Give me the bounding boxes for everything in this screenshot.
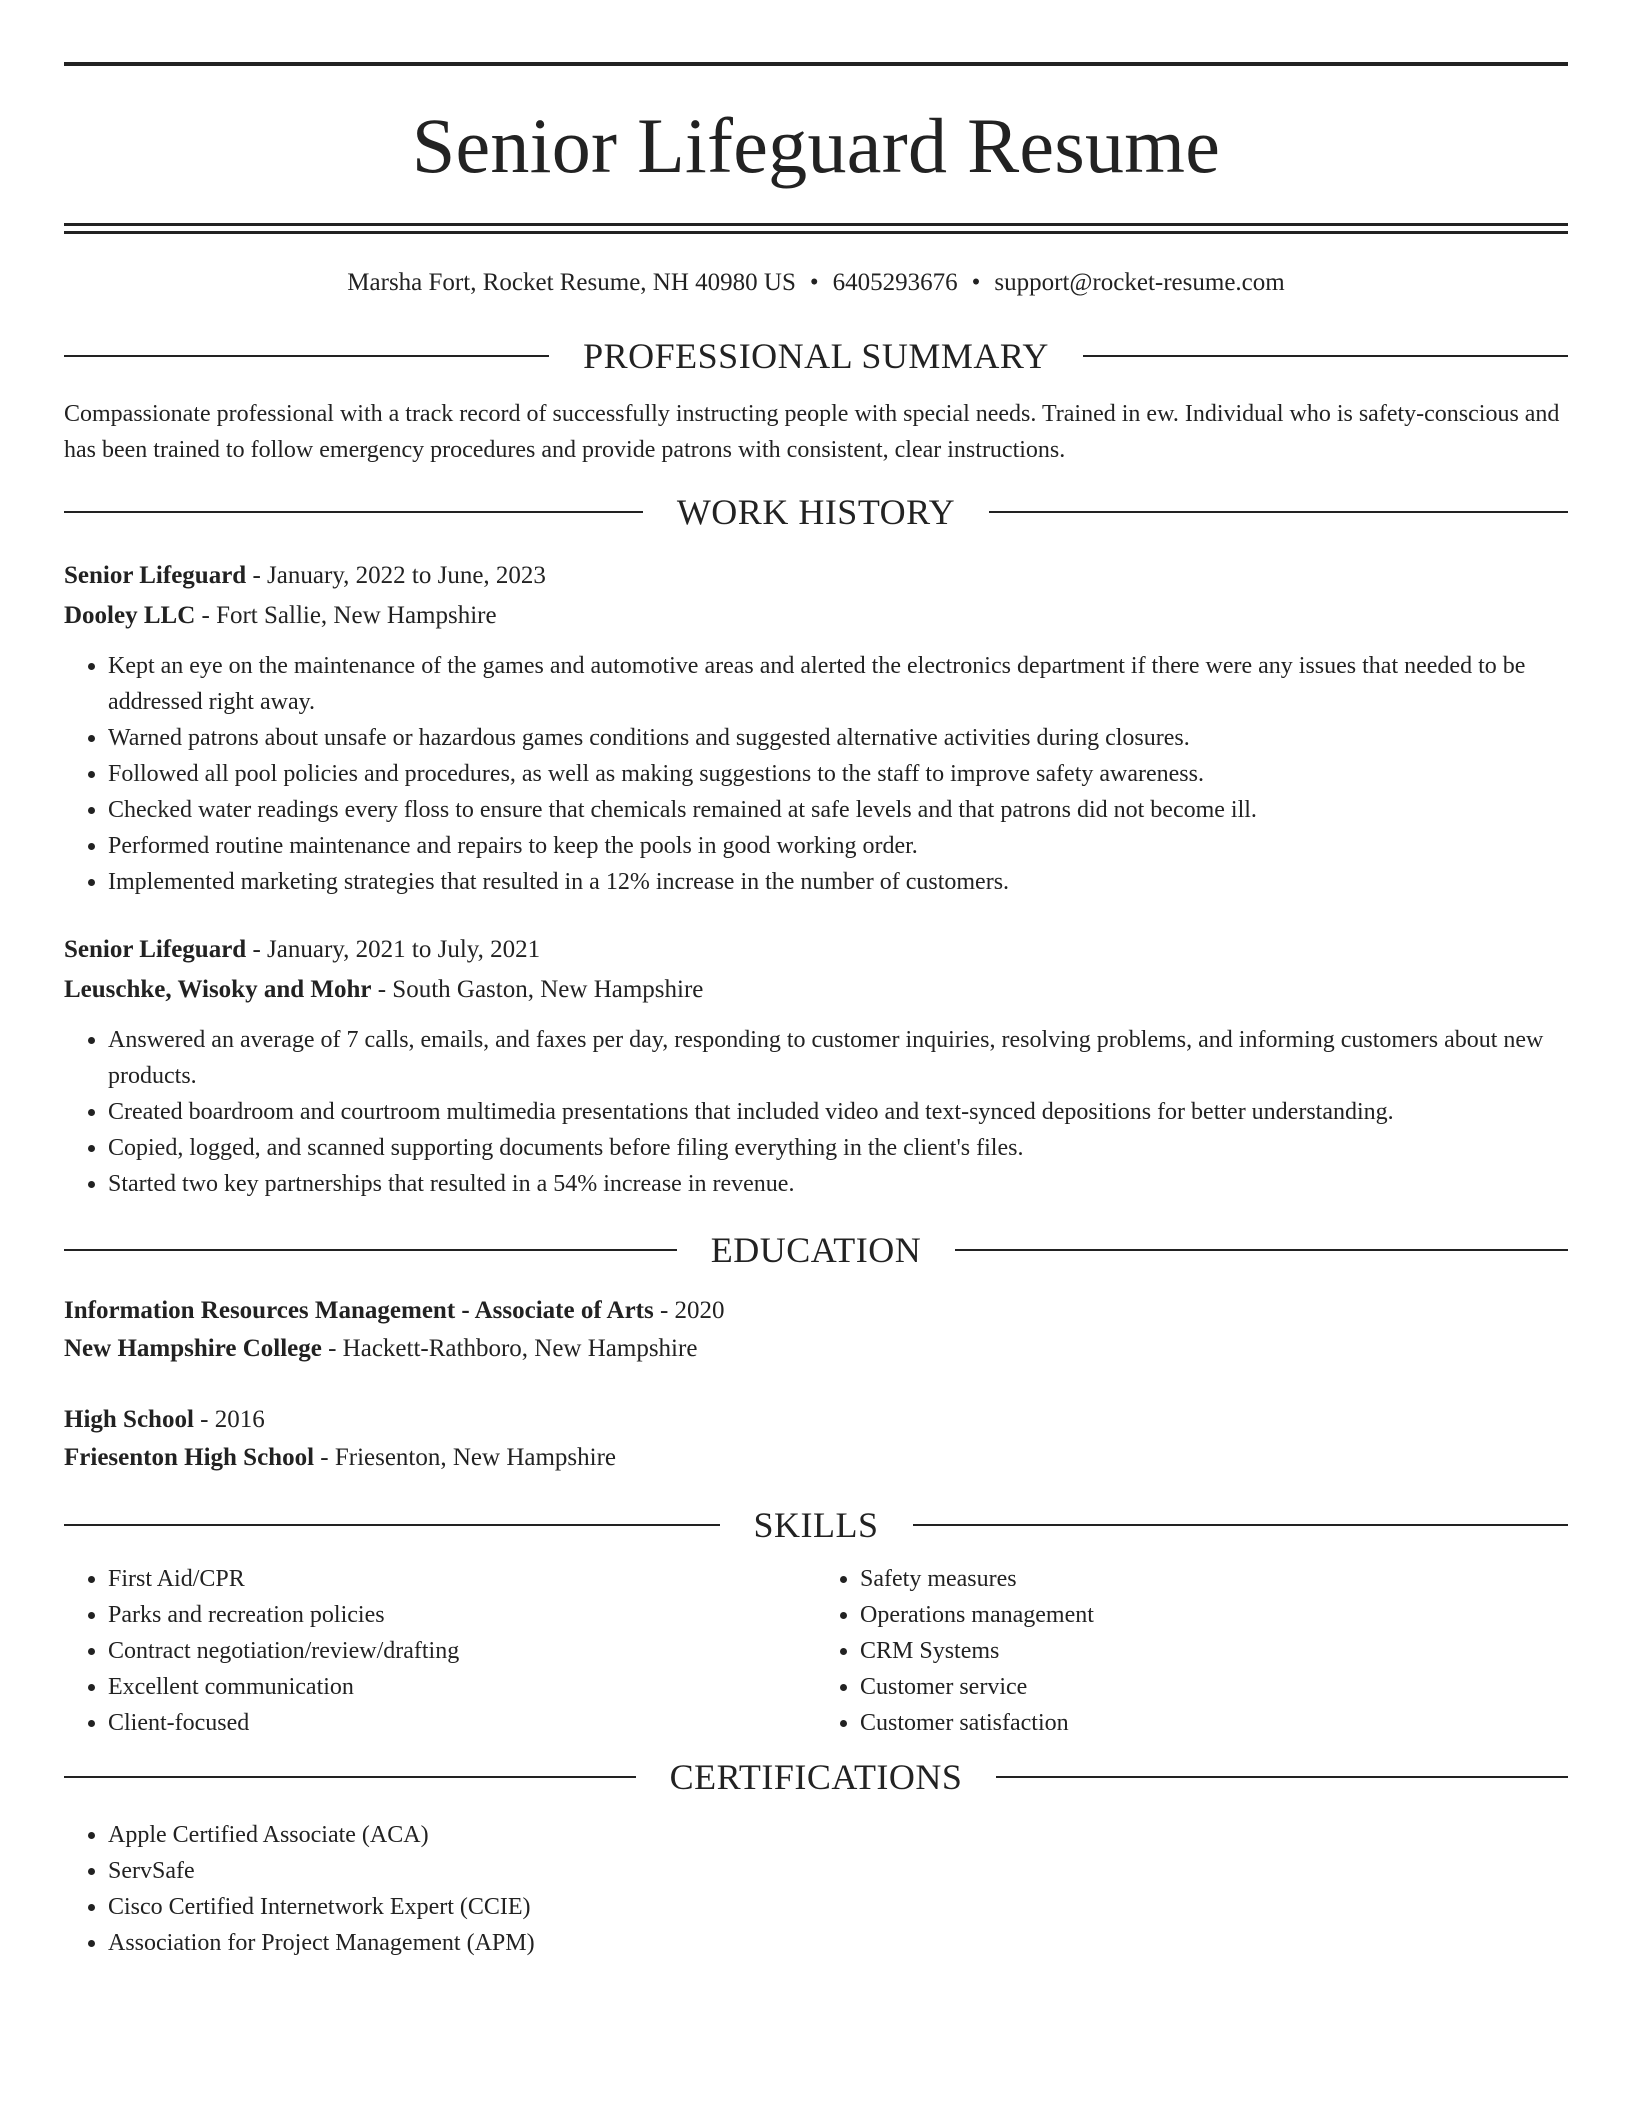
skill-item: • Contract negotiation/review/drafting bbox=[108, 1633, 816, 1669]
heading-rule bbox=[64, 1524, 720, 1526]
heading-rule bbox=[955, 1249, 1568, 1251]
summary-heading-label: PROFESSIONAL SUMMARY bbox=[583, 336, 1049, 376]
certifications-list bbox=[64, 1817, 1568, 1961]
contact-line bbox=[64, 266, 1568, 300]
skill-item: • Customer satisfaction bbox=[860, 1705, 1568, 1741]
summary-text: Compassionate professional with a track record of successfully instructing people with special needs. Trained in ew. Individual who is safety-conscious and has been trained to follow emergency procedures and provide patrons with consistent, clear instructions. bbox=[64, 401, 1560, 463]
education-degree: Information Resources Management - Associate of Arts bbox=[64, 1297, 654, 1324]
job-title-line bbox=[64, 930, 1568, 970]
education-degree-line bbox=[64, 1292, 1568, 1330]
job-bullet: • Kept an eye on the maintenance of the games and automotive areas and alerted the electronics department if there were any issues that needed to be addressed right away. bbox=[108, 648, 1568, 720]
job-bullet: • Checked water readings every floss to ensure that chemicals remained at safe levels and that patrons did not become ill. bbox=[108, 792, 1568, 828]
skills-column-right bbox=[816, 1561, 1568, 1741]
skill-item: • Excellent communication bbox=[108, 1669, 816, 1705]
heading-rule bbox=[913, 1524, 1569, 1526]
job-bullet: • Started two key partnerships that resulted in a 54% increase in revenue. bbox=[108, 1166, 1568, 1202]
certification-item: • ServSafe bbox=[108, 1853, 1568, 1889]
education-school: Friesenton High School bbox=[64, 1444, 315, 1471]
education-year: - 2020 bbox=[653, 1297, 725, 1324]
skill-item: • Client-focused bbox=[108, 1705, 816, 1741]
skills-section-heading bbox=[64, 1503, 1568, 1547]
heading-rule bbox=[64, 355, 549, 357]
skill-item: • Parks and recreation policies bbox=[108, 1597, 816, 1633]
resume-title: Senior Lifeguard Resume bbox=[411, 102, 1221, 189]
heading-rule bbox=[64, 1776, 636, 1778]
contact-separator: • bbox=[809, 269, 819, 296]
education-section-heading bbox=[64, 1228, 1568, 1272]
heading-rule bbox=[64, 511, 643, 513]
skill-item: • Safety measures bbox=[860, 1561, 1568, 1597]
skill-item: • CRM Systems bbox=[860, 1633, 1568, 1669]
title-double-rule bbox=[64, 223, 1568, 234]
heading-rule bbox=[996, 1776, 1568, 1778]
skills-column-left bbox=[64, 1561, 816, 1741]
job-company: Dooley LLC bbox=[64, 602, 196, 629]
certification-item: • Association for Project Management (APM) bbox=[108, 1925, 1568, 1961]
skills-heading-label: SKILLS bbox=[753, 1505, 879, 1545]
contact-separator: • bbox=[971, 269, 981, 296]
job-bullets bbox=[64, 648, 1568, 900]
certifications-section-heading bbox=[64, 1755, 1568, 1799]
heading-rule bbox=[1083, 355, 1568, 357]
heading-rule bbox=[64, 1249, 677, 1251]
education-school-line bbox=[64, 1330, 1568, 1368]
education-entry bbox=[64, 1292, 1568, 1368]
certification-item: • Cisco Certified Internetwork Expert (CCIE) bbox=[108, 1889, 1568, 1925]
job-dates: - January, 2022 to June, 2023 bbox=[246, 562, 546, 589]
contact-phone: 6405293676 bbox=[832, 269, 958, 296]
job-bullet: • Warned patrons about unsafe or hazardous games conditions and suggested alternative activities during closures. bbox=[108, 720, 1568, 756]
education-heading-label: EDUCATION bbox=[710, 1230, 922, 1270]
job-title: Senior Lifeguard bbox=[64, 936, 247, 963]
job-dates: - January, 2021 to July, 2021 bbox=[246, 936, 541, 963]
job-bullet: • Answered an average of 7 calls, emails, and faxes per day, responding to customer inquiries, resolving problems, and informing customers about new products. bbox=[108, 1022, 1568, 1094]
certification-item: • Apple Certified Associate (ACA) bbox=[108, 1817, 1568, 1853]
education-entry bbox=[64, 1401, 1568, 1477]
job-bullet: • Performed routine maintenance and repairs to keep the pools in good working order. bbox=[108, 828, 1568, 864]
job-location: - South Gaston, New Hampshire bbox=[371, 976, 704, 1003]
job-bullet: • Copied, logged, and scanned supporting documents before filing everything in the client's files. bbox=[108, 1130, 1568, 1166]
contact-address: Marsha Fort, Rocket Resume, NH 40980 US bbox=[347, 269, 796, 296]
education-degree-line bbox=[64, 1401, 1568, 1439]
top-rule bbox=[64, 62, 1568, 66]
certifications-heading-label: CERTIFICATIONS bbox=[669, 1757, 963, 1797]
job-title-line bbox=[64, 556, 1568, 596]
education-location: - Hackett-Rathboro, New Hampshire bbox=[321, 1335, 698, 1362]
education-school-line bbox=[64, 1439, 1568, 1477]
skill-item: • Customer service bbox=[860, 1669, 1568, 1705]
job-company-line bbox=[64, 970, 1568, 1010]
job-company: Leuschke, Wisoky and Mohr bbox=[64, 976, 372, 1003]
job-title: Senior Lifeguard bbox=[64, 562, 247, 589]
job-bullet: • Created boardroom and courtroom multimedia presentations that included video and text-synced depositions for better understanding. bbox=[108, 1094, 1568, 1130]
job-location: - Fort Sallie, New Hampshire bbox=[195, 602, 497, 629]
summary-section-heading bbox=[64, 334, 1568, 378]
work-section-heading bbox=[64, 490, 1568, 534]
job-bullet: • Followed all pool policies and procedures, as well as making suggestions to the staff to improve safety awareness. bbox=[108, 756, 1568, 792]
job-bullet: • Implemented marketing strategies that resulted in a 12% increase in the number of customers. bbox=[108, 864, 1568, 900]
skill-item: • First Aid/CPR bbox=[108, 1561, 816, 1597]
education-school: New Hampshire College bbox=[64, 1335, 322, 1362]
job-entry bbox=[64, 930, 1568, 1202]
education-degree: High School bbox=[64, 1406, 194, 1433]
skill-item: • Operations management bbox=[860, 1597, 1568, 1633]
job-bullets bbox=[64, 1022, 1568, 1202]
education-location: - Friesenton, New Hampshire bbox=[314, 1444, 617, 1471]
contact-email: support@rocket-resume.com bbox=[994, 269, 1285, 296]
skills-list bbox=[64, 1561, 1568, 1741]
work-heading-label: WORK HISTORY bbox=[676, 492, 956, 532]
education-year: - 2016 bbox=[193, 1406, 265, 1433]
resume-page bbox=[64, 62, 1568, 1961]
job-company-line bbox=[64, 596, 1568, 636]
heading-rule bbox=[989, 511, 1568, 513]
job-entry bbox=[64, 556, 1568, 900]
